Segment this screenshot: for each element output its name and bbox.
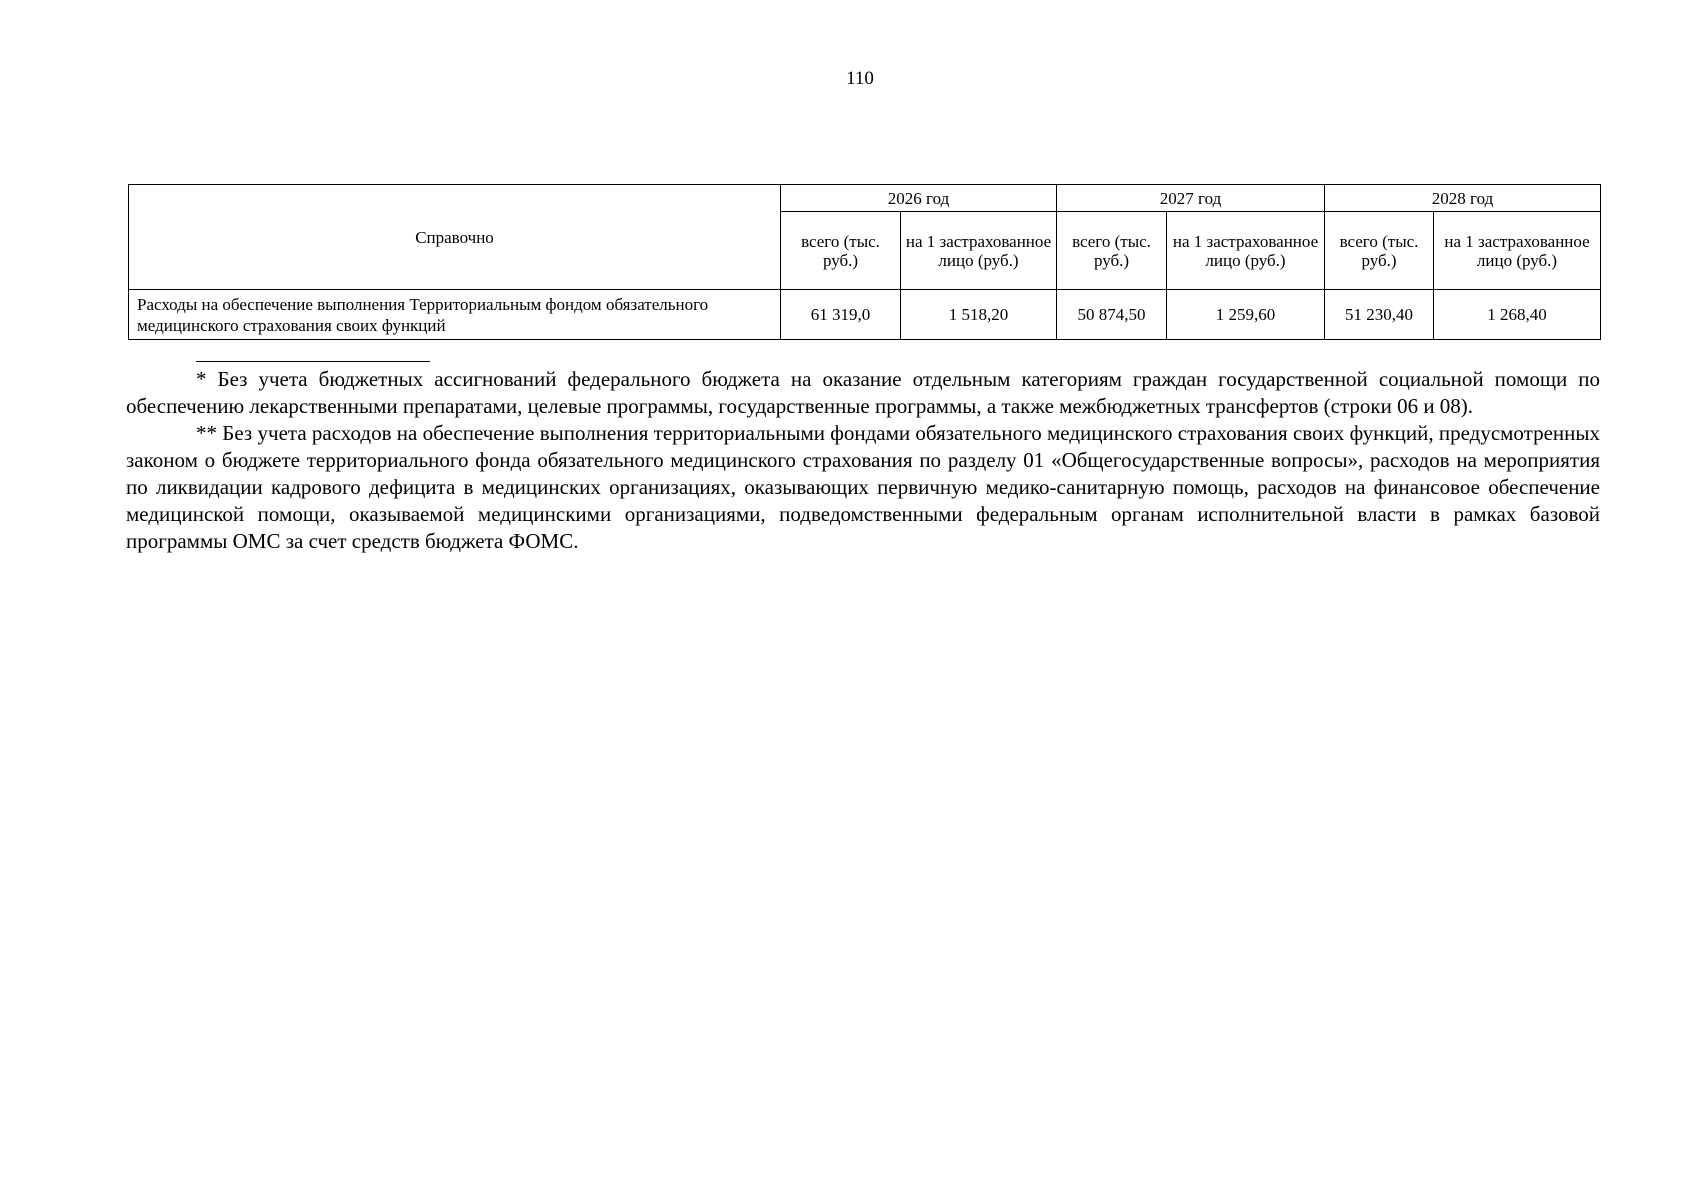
table-row [129, 290, 1601, 340]
subheader-per-insured: на 1 застрахованное лицо (руб.) [1167, 212, 1325, 290]
table-header-row-years [129, 185, 1601, 212]
reference-table [128, 184, 1601, 340]
footnote-single-asterisk: * Без учета бюджетных ассигнований федерального бюджета на оказание отдельным категориям граждан государственной социальной помощи по обеспечению лекарственными препаратами, целевые программы, государственные программы, а также межбюджетных трансфертов (строки 06 и 08). [126, 367, 1600, 418]
table-corner-label: Справочно [129, 185, 781, 290]
year-header-2028: 2028 год [1325, 185, 1601, 212]
cell-2026-per-insured: 1 518,20 [901, 290, 1057, 340]
cell-2026-total: 61 319,0 [781, 290, 901, 340]
cell-2028-total: 51 230,40 [1325, 290, 1434, 340]
footnote-double-asterisk: ** Без учета расходов на обеспечение выполнения территориальными фондами обязательного медицинского страхования своих функций, предусмотренных законом о бюджете территориального фонда обязательного медицинского страхования по разделу 01 «Общегосударственные вопросы», расходов на мероприятия по ликвидации кадрового дефицита в медицинских организациях, оказывающих первичную медико-санитарную помощь, расходов на финансовое обеспечение медицинской помощи, оказываемой медицинскими организациями, подведомственными федеральным органам исполнительной власти в рамках базовой программы ОМС за счет средств бюджета ФОМС. [126, 421, 1600, 553]
subheader-per-insured: на 1 застрахованное лицо (руб.) [901, 212, 1057, 290]
year-header-2026: 2026 год [781, 185, 1057, 212]
subheader-total: всего (тыс. руб.) [1057, 212, 1167, 290]
cell-2028-per-insured: 1 268,40 [1434, 290, 1601, 340]
subheader-per-insured: на 1 застрахованное лицо (руб.) [1434, 212, 1601, 290]
footnotes [126, 366, 1600, 555]
year-header-2027: 2027 год [1057, 185, 1325, 212]
footnote-separator [196, 361, 430, 362]
subheader-total: всего (тыс. руб.) [781, 212, 901, 290]
subheader-total: всего (тыс. руб.) [1325, 212, 1434, 290]
cell-2027-total: 50 874,50 [1057, 290, 1167, 340]
cell-2027-per-insured: 1 259,60 [1167, 290, 1325, 340]
page-number: 110 [846, 68, 874, 89]
row-label: Расходы на обеспечение выполнения Территориальным фондом обязательного медицинского страхования своих функций [129, 290, 781, 340]
